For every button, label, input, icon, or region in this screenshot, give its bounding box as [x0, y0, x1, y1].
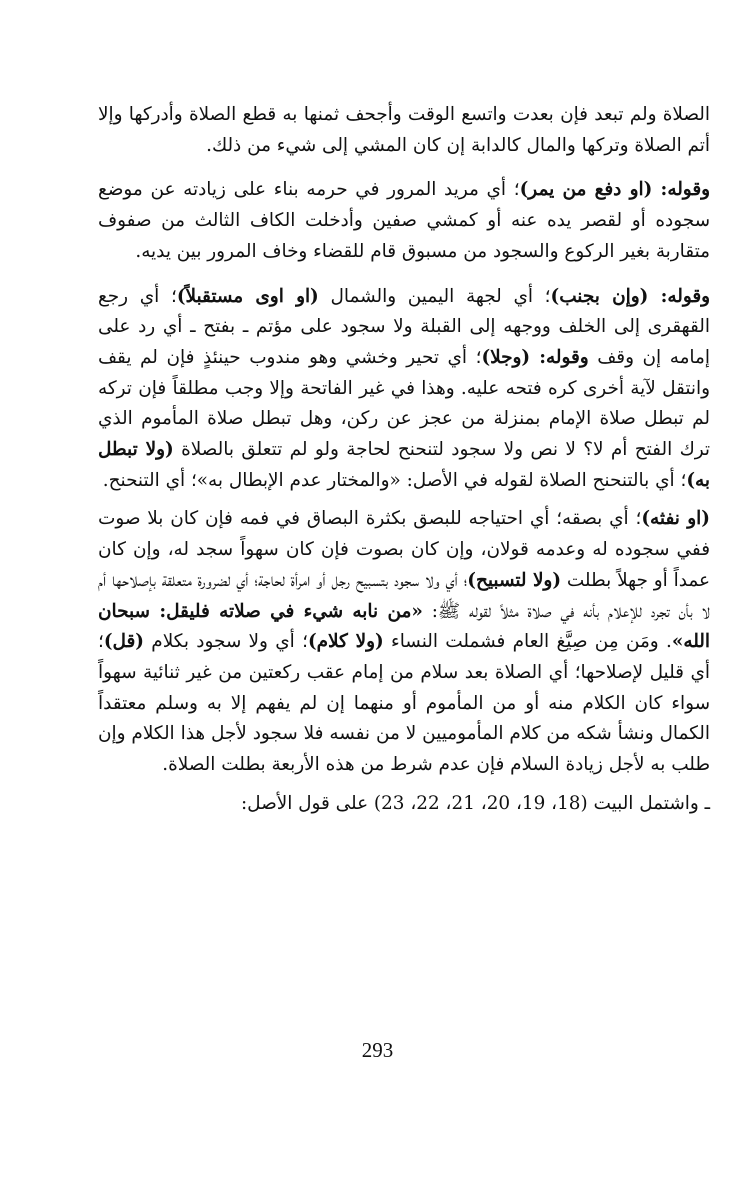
paragraph-5 [98, 789, 710, 820]
text-run-bold: (وجلا) [481, 346, 531, 368]
text-run-bold: (ولا تبطل به) [98, 439, 710, 491]
text-run-bold: (او نفثه) [641, 508, 710, 530]
page-body-text [98, 100, 710, 833]
paragraph-3 [98, 282, 710, 497]
text-run: ؛ أي ولا سجود بكلام [143, 631, 308, 653]
text-run-bold: (او اوى مستقبلاً) [176, 285, 319, 307]
text-run-bold: (ولا لتسبيح) [467, 569, 562, 591]
paragraph-4 [98, 504, 710, 780]
text-run-bold: (ولا كلام) [307, 631, 384, 653]
paragraph-2 [98, 175, 710, 267]
text-run-bold: وقوله: [648, 285, 710, 307]
text-run: ؛ أي لجهة اليمين والشمال [318, 285, 551, 307]
text-run: . ومَن مِن صِيَّغ العام فشملت النساء [383, 631, 672, 653]
text-run: ؛ أي مريد المرور في حرمه بناء على زيادته عن موضع سجوده أو لقصر يده عنه أو كمشي صفين وأدخلت الكاف الثالث من صفوف متقاربة بغير الركوع والسجود من مسبوق قام للقضاء وخاف المرور بين يديه. [98, 179, 710, 262]
text-run: ؛ أي تحير وخشي وهو مندوب حينئذٍ فإن لم يقف وانتقل لآية أخرى كره فتحه عليه. وهذا في غير الفاتحة وإلا وجب مطلقاً فإن تركه لم تبطل صلاة الإمام بمنزلة من عجز عن ركن، وهل تبطل صلاة المأموم الذي ترك الفتح أم لا؟ لا نص ولا سجود لتنحنح لحاجة ولو لم تتعلق بالصلاة [98, 346, 710, 461]
text-run-bold: «من نابه شيء في صلاته فليقل: سبحان الله» [98, 600, 710, 653]
text-run: ؛ أي ولا سجود بتسبيح رجل أو امرأة لحاجة؛ أي لضرورة متعلقة بإصلاحها أم لا بأن تجرد للإعلام بأنه في صلاة مثلاً لقوله ﷺ: [98, 569, 710, 622]
text-run-bold: (قل) [103, 631, 144, 653]
text-run-bold: وقوله: [652, 179, 710, 201]
text-run-bold: وقوله: [530, 346, 589, 368]
text-run: ؛ أي بصقه؛ أي احتياجه للبصق بكثرة البصاق في فمه فإن كان بلا صوت ففي سجوده له وعدمه قولان، وإن كان بصوت فإن كان سهواً سجد له، وإن كان عمداً أو جهلاً بطلت [98, 508, 710, 591]
paragraph-1 [98, 100, 710, 161]
text-run-bold: (وإن بجنب) [550, 285, 649, 307]
page-number: 293 [361, 1038, 394, 1062]
text-run: ؛ أي رجع القهقرى إلى الخلف ووجهه إلى القبلة ولا سجود على مؤتم ـ بفتح ـ أي رد على إمامه إن وقف [98, 285, 710, 368]
text-run: ؛ أي قليل لإصلاحها؛ أي الصلاة بعد سلام من إمام عقب ركعتين من غير ثنائية سهواً سواء كان الكلام منه أو من المأموم أو منهما إن لم يفهم إلا به وسلم معتقداً الكمال ونشأ شكه من كلام المأموميين لا من نفسه فلا سجود لأجل هذا الكلام وإن طلب به لأجل زيادة السلام فإن عدم شرط من هذه الأربعة بطلت الصلاة. [98, 631, 710, 776]
text-run: ـ واشتمل البيت (18، 19، 20، 21، 22، 23) على قول الأصل: [240, 792, 710, 814]
text-run: ؛ أي بالتنحنح الصلاة لقوله في الأصل: «والمختار عدم الإبطال به»؛ أي التنحنح. [102, 469, 687, 491]
text-run: الصلاة ولم تبعد فإن بعدت واتسع الوقت وأجحف ثمنها به قطع الصلاة وأدركها وإلا أتم الصلاة وتركها والمال كالدابة إن كان المشي إلى شيء من ذلك. [98, 104, 710, 156]
text-run-bold: (او دفع من يمر) [519, 179, 653, 201]
